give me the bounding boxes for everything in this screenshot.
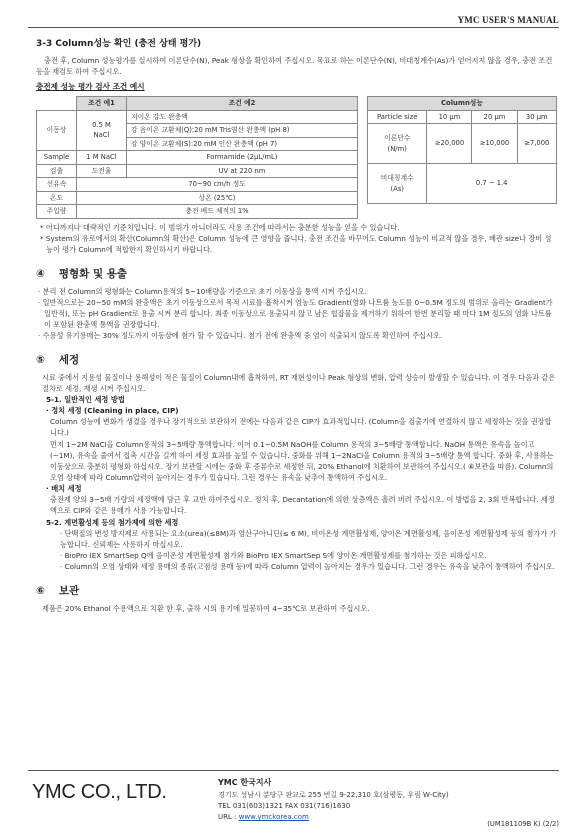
company-address-block <box>218 777 449 823</box>
company-address: 경기도 성남시 분당구 판교로 255 번길 9-22,310 호(삼평동, 우림 W-City) <box>218 790 449 799</box>
url-label: URL : <box>218 813 239 822</box>
page-content <box>36 38 557 614</box>
empty-corner <box>37 97 77 111</box>
sample-ex2: Formamide (2μL/mL) <box>127 151 358 165</box>
section-5-heading: 세정 <box>58 354 80 367</box>
example-title: 충전제 성능 평가 검사 조건 예시 <box>36 82 145 92</box>
batch-title: · 배치 세정 <box>46 484 82 494</box>
section-4-bullet: · 수용성 유기용매는 30% 정도까지 이동상에 첨가 할 수 있습니다. 첨가 전에 완충액 중 염이 석출되지 않도록 확인하여 주십시오. <box>38 331 443 341</box>
company-name: YMC 한국지사 <box>218 778 272 787</box>
condition-table <box>36 96 358 219</box>
section-4-bullet: · 일반적으로는 20~50 mM의 완충액은 초기 이동상으로서 목적 시료를 흡착시켜 염농도 Gradient(염화 나트륨 농도를 0~0.5M 정도의 범위로 올리는 Gradient가 일반적), 또는 pH Gradient로 용출 시켜 분리 합니다. 최종 이동상으로 용출되지 않고 남은 협잡물을 제거하기 위하여 한번 분리할 때 마다 1M 정도의 염화 나트륨이 포함된 완충액 통액을 권장합니다. <box>38 297 553 329</box>
plates-30: ≥7,000 <box>517 124 556 164</box>
additive-item: · 단백질의 변성 방지제로 사용되는 요소(urea)(≤8M)과 염산구아니딘(≤ 6 M), 비이온성 계면활성제, 양이온 계면활성제, 음이온성 계면활성제 등의 첨가가 가능합니다. 신뢰제는 사용하지 마십시오. <box>60 528 557 549</box>
section-4-heading: 평형화 및 용출 <box>58 268 128 281</box>
inject-label: 주입량 <box>37 205 77 219</box>
detect-ex1: 도전율 <box>77 164 127 178</box>
company-logo: YMC CO., LTD. <box>32 781 167 803</box>
sample-ex1: 1 M NaCl <box>77 151 127 165</box>
company-phone: TEL 031(603)1321 FAX 031(716)1630 <box>218 801 351 810</box>
mobile-phase-ex2-c: 강 양이온 교환체(S):20 mM 인산 완충액 (pH 7) <box>127 137 358 151</box>
col-example-1: 조건 예1 <box>77 97 127 111</box>
section-6-title <box>36 583 557 599</box>
detect-ex2: UV at 220 nm <box>127 164 358 178</box>
flow-label: 선유속 <box>37 178 77 192</box>
section-4-bullet: · 분리 전 Column의 평형화는 Column용적의 5~10배량을 기준으로 초기 이동상을 통액 시켜 주십시오. <box>38 286 367 296</box>
section-5-2-title: 5-2. 계면활성제 등의 첨가제에 의한 세정 <box>46 517 179 527</box>
detect-label: 검출 <box>37 164 77 178</box>
size-30: 30 μm <box>517 110 556 124</box>
footer <box>28 770 559 832</box>
plates-10: ≥20,000 <box>427 124 472 164</box>
asymmetry-value: 0.7 ~ 1.4 <box>427 164 557 204</box>
section-5-1-title: 5-1. 일반적인 세정 방법 <box>46 394 125 404</box>
additive-item: · Column의 오염 상태와 세정 용매의 종류(고점성 용매 등)에 따라 Column 압력이 높아지는 경우가 있습니다. 그런 경우는 유속을 낮추어 통액하여 주십시오. <box>60 562 556 572</box>
size-10: 10 μm <box>427 110 472 124</box>
cip-paragraph-1: Column 성능에 변화가 생겼을 경우나 장기적으로 보관하기 전에는 다음과 같은 CIP가 효과적입니다. (Column을 검출기에 연결하지 않고 세정하는 것을 권장합니다.) <box>50 417 552 438</box>
size-20: 20 μm <box>472 110 517 124</box>
section-3-3-paragraph: 충전 후, Column 성능평가를 실시하여 이론단수(N), Peak 형상을 확인하여 주십시오. 목표로 하는 이론단수(N), 비대칭계수(As)가 얻어지지 않을 경우, 충전 조건 등을 재검토 하여 주십시오. <box>36 55 553 77</box>
performance-title: Column성능 <box>368 97 557 111</box>
section-5-number: ⑤ <box>36 354 45 367</box>
mobile-phase-label: 이동상 <box>37 110 77 151</box>
asymmetry-label: 비대칭계수 (As) <box>368 164 427 204</box>
section-5-intro: 시료 중에서 지용성 물질이나 용해성이 적은 물질이 Column내에 흡착하여, RT 재현성이나 Peak 형상의 변화, 압력 상승이 발생할 수 있습니다. 이 경우 다음과 같은 절차로 세정, 재생 시켜 주십시오. <box>42 372 556 393</box>
section-4-number: ④ <box>36 268 45 281</box>
note-item: * 어디까지나 대략적인 기준치입니다. 이 범위가 아니더라도 사용 조건에 따라서는 충분한 성능을 얻을 수 있습니다. <box>40 222 400 232</box>
document-code: (UM181109B K) (2/2) <box>487 820 559 828</box>
section-6-text: 제품은 20% Ethanol 수용액으로 치환 한 후, 출하 시의 용기에 밀봉하여 4~35℃로 보관하여 주십시오. <box>42 603 370 613</box>
plates-20: ≥10,000 <box>472 124 517 164</box>
cip-paragraph-2: 먼저 1~2M NaCl을 Column용적의 3~5배량 통액합니다. 이어 0.1~0.5M NaOH를 Column 용적의 3~5배량 통액합니다. NaOH 통액은 유속을 높이고 (~1M), 유속을 줄여서 접촉 시간을 길게 하여 세정 효과를 높일 수 있습니다. 중화를 위해 1~2NaCl을 Column 용적의 3~5배량 통액 합니다. 중화 후, 사용하는 이동상으로 충분히 평형화 하십시오. 장기 보관할 시에는 중화 후 증류수로 세정한 뒤, 20% Ethanol에 치환하여 보관하여 주십시오.( ⑥보관을 따름). Column의 오염 상태에 따라 Column압력이 높아지는 경우가 있습니다. 그런 경우는 유속을 낮추어 통액하여 주십시오. <box>50 439 554 482</box>
col-example-2: 조건 예2 <box>127 97 358 111</box>
mobile-phase-ex2-b: 강 음이온 교환체(Q):20 mM Tris염산 완충액 (pH 8) <box>127 124 358 138</box>
manual-header <box>28 14 559 28</box>
temp-label: 온도 <box>37 191 77 205</box>
plates-label: 이론단수 (N/m) <box>368 124 427 164</box>
manual-title: YMC USER'S MANUAL <box>457 15 559 25</box>
flow-value: 70~90 cm/h 정도 <box>77 178 358 192</box>
tables-row <box>36 96 557 219</box>
section-5-title <box>36 352 557 368</box>
section-4-title <box>36 266 557 282</box>
batch-paragraph: 충전제 양의 3~5배 가량의 세정액에 담근 후 교반 하여주십시오. 정치 후, Decantation에 의한 상층액은 흘려 버려 주십시오. 이 방법을 2, 3회 반복합니다. 세정액으로 CIP와 같은 용매가 사용 가능합니다. <box>50 495 555 516</box>
company-url-link[interactable]: www.ymckorea.com <box>238 813 309 822</box>
mobile-phase-ex1: 0.5 M NaCl <box>77 110 127 151</box>
temp-value: 상온 (25℃) <box>77 191 358 205</box>
section-6-heading: 보관 <box>58 585 80 598</box>
company-url-line <box>218 812 449 823</box>
additive-item: · BioPro IEX SmartSep Q에 음이온성 계면활성제 첨가와 BioPro IEX SmartSep S에 양이온 계면활성제를 첨가하는 것은 피하십시오. <box>60 551 487 561</box>
section-6-number: ⑥ <box>36 585 45 598</box>
sample-label: Sample <box>37 151 77 165</box>
inject-value: 충전 베드 체적의 1% <box>77 205 358 219</box>
note-item: * System의 유로에서의 확산(Column의 확산)은 Column 성능에 큰 영향을 줍니다. 충전 조건을 바꾸어도 Column 성능이 비교적 않을 경우, 배관 size나 장비 성능이 평가 Column에 적합한지 확인하시기 바랍니다. <box>40 233 552 255</box>
cip-title: · 정치 세정 (Cleaning in place, CIP) <box>46 406 179 416</box>
performance-table <box>367 96 557 204</box>
table-notes <box>36 222 557 255</box>
section-3-3-title: 3-3 Column성능 확인 (충전 상태 평가) <box>36 39 202 49</box>
particle-size-label: Particle size <box>368 110 427 124</box>
mobile-phase-ex2-a: 저이온 강도 완충액 <box>127 110 358 124</box>
